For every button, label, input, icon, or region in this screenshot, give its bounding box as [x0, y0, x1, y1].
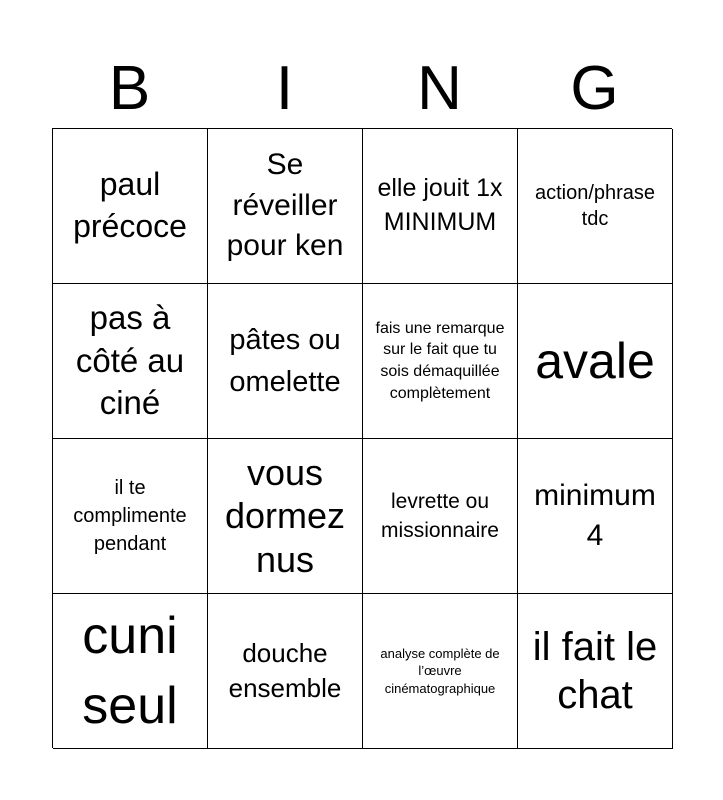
bingo-cell-2-2[interactable]: [208, 284, 363, 439]
cell-text: pâtes ou omelette: [229, 323, 341, 398]
bingo-cell-3-4[interactable]: [518, 439, 673, 594]
cell-text: cuni seul: [82, 606, 178, 735]
bingo-cell-2-3[interactable]: [363, 284, 518, 439]
bingo-cell-3-3[interactable]: [363, 439, 518, 594]
bingo-cell-3-2[interactable]: [208, 439, 363, 594]
header-letter-n: N: [417, 54, 462, 123]
bingo-cell-1-3[interactable]: [363, 129, 518, 284]
cell-text: Se réveiller pour ken: [226, 148, 344, 263]
bingo-cell-1-2[interactable]: [208, 129, 363, 284]
bingo-cell-2-4[interactable]: [518, 284, 673, 439]
header-letter-i: I: [275, 54, 294, 123]
bingo-cell-4-2[interactable]: [208, 594, 363, 749]
cell-text: paul précoce: [73, 166, 187, 244]
cell-text: analyse complète de l’œuvre cinématographique: [380, 645, 500, 696]
cell-text: vous dormez nus: [224, 452, 346, 580]
cell-text: il te complimente pendant: [73, 477, 187, 555]
bingo-cell-2-1[interactable]: [53, 284, 208, 439]
cell-text: action/phrase tdc: [534, 182, 656, 230]
bingo-cell-3-1[interactable]: [53, 439, 208, 594]
cell-text: levrette ou missionnaire: [381, 489, 499, 542]
cell-text: pas à côté au ciné: [75, 298, 185, 422]
header-letter-b: B: [108, 54, 151, 123]
header-letter-g: G: [570, 54, 619, 123]
cell-text: il fait le chat: [532, 625, 658, 717]
bingo-cell-1-4[interactable]: [518, 129, 673, 284]
bingo-header: [52, 50, 672, 128]
bingo-cell-1-1[interactable]: [53, 129, 208, 284]
cell-text: avale: [535, 333, 655, 389]
bingo-cell-4-1[interactable]: [53, 594, 208, 749]
bingo-cell-4-3[interactable]: [363, 594, 518, 749]
cell-text: elle jouit 1x MINIMUM: [377, 174, 503, 236]
cell-text: minimum 4: [534, 478, 656, 552]
bingo-cell-4-4[interactable]: [518, 594, 673, 749]
bingo-grid: [52, 128, 672, 748]
cell-text: douche ensemble: [228, 637, 342, 703]
cell-text: fais une remarque sur le fait que tu sois démaquillée complètement: [375, 319, 505, 402]
